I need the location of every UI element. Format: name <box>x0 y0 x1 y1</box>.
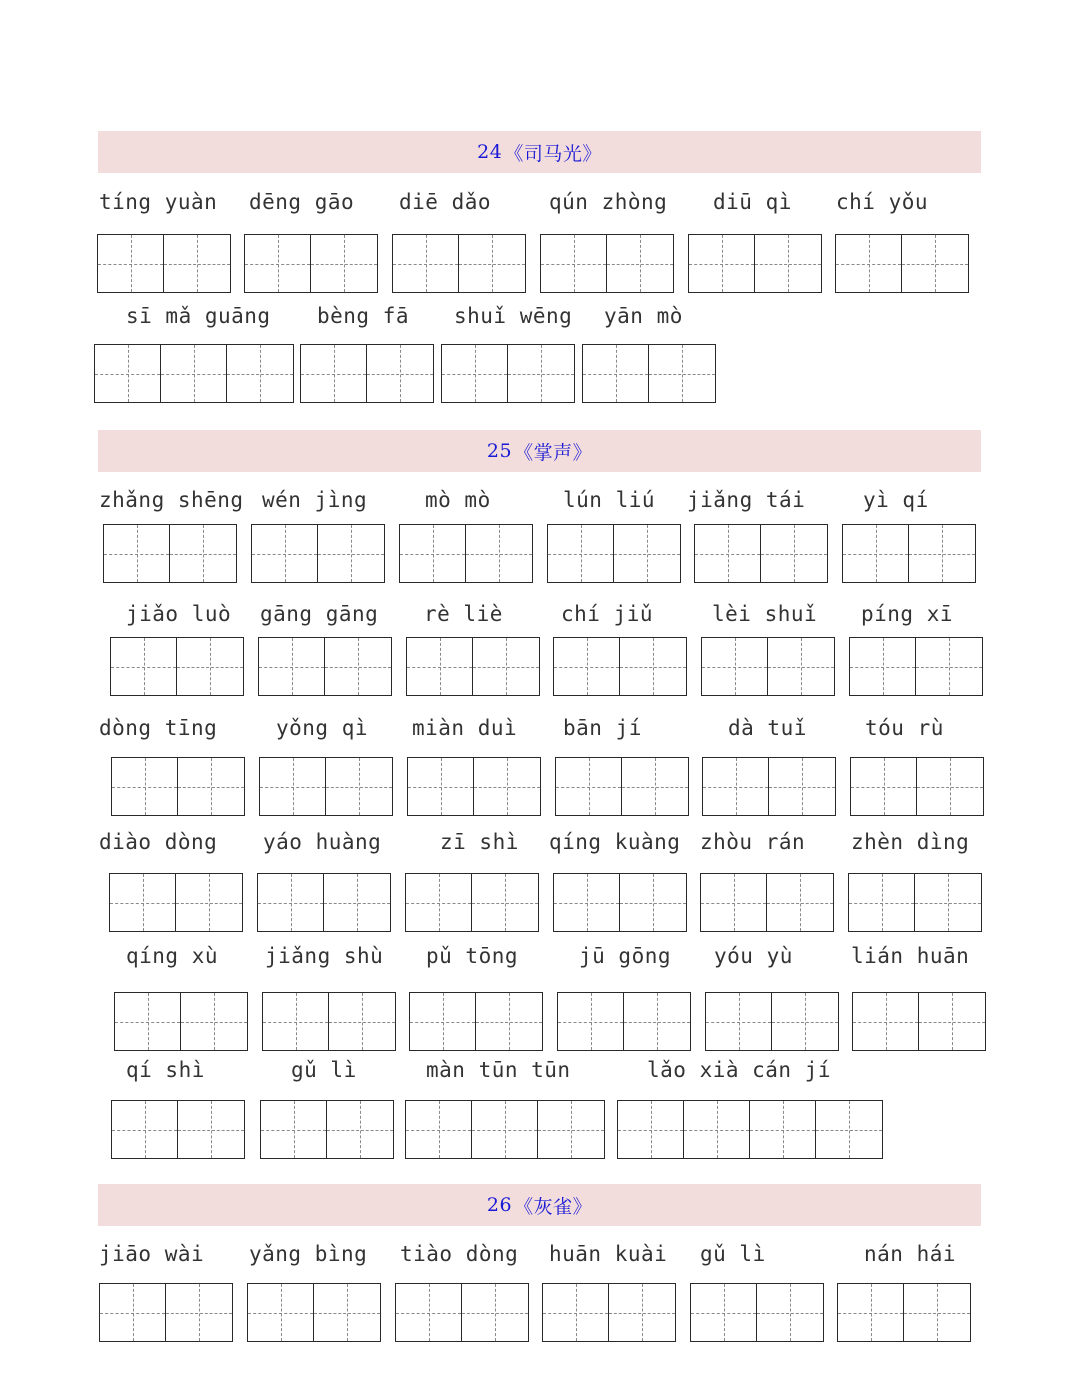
char-cell[interactable] <box>325 638 391 695</box>
char-box-group[interactable] <box>557 992 691 1051</box>
pinyin-label: jiǎng shù <box>265 944 384 968</box>
char-box-group[interactable] <box>582 344 716 403</box>
char-cell[interactable] <box>407 638 473 695</box>
pinyin-label: qún zhòng <box>549 190 668 214</box>
pinyin-label: miàn duì <box>412 716 518 740</box>
char-box-group[interactable] <box>694 524 828 583</box>
char-cell[interactable] <box>410 993 476 1050</box>
char-box-group[interactable] <box>405 873 539 932</box>
pinyin-label: wén jìng <box>262 488 368 512</box>
char-cell[interactable] <box>541 235 607 292</box>
pinyin-label: dòng tīng <box>99 716 218 740</box>
char-cell[interactable] <box>181 993 247 1050</box>
pinyin-label: jiāo wài <box>99 1242 205 1266</box>
char-box-group[interactable] <box>702 757 836 816</box>
pinyin-label: tíng yuàn <box>99 190 218 214</box>
char-cell[interactable] <box>367 345 433 402</box>
char-box-group[interactable] <box>109 873 243 932</box>
char-cell[interactable] <box>538 1101 604 1158</box>
pinyin-label: píng xī <box>861 602 954 626</box>
char-cell[interactable] <box>245 235 311 292</box>
char-cell[interactable] <box>472 874 538 931</box>
char-cell[interactable] <box>768 638 834 695</box>
char-cell[interactable] <box>406 874 472 931</box>
section-number: 24 <box>477 141 503 163</box>
char-box-group[interactable] <box>392 234 526 293</box>
char-cell[interactable] <box>919 993 985 1050</box>
char-cell[interactable] <box>767 874 833 931</box>
pinyin-label: qíng xù <box>126 944 219 968</box>
pinyin-label: dēng gāo <box>249 190 355 214</box>
char-cell[interactable] <box>326 758 392 815</box>
char-box-group[interactable] <box>553 873 687 932</box>
section-title: 《掌声》 <box>514 441 593 464</box>
char-cell[interactable] <box>706 993 772 1050</box>
char-box-group[interactable] <box>837 1283 971 1342</box>
char-box-group[interactable] <box>97 234 231 293</box>
char-box-group[interactable] <box>110 637 244 696</box>
char-cell[interactable] <box>327 1101 393 1158</box>
pinyin-label: lián huān <box>851 944 970 968</box>
pinyin-label: chí jiǔ <box>561 602 654 626</box>
char-cell[interactable] <box>301 345 367 402</box>
pinyin-label: qí shì <box>126 1058 205 1082</box>
char-cell[interactable] <box>400 525 466 582</box>
char-box-group[interactable] <box>409 992 543 1051</box>
char-box-group[interactable] <box>262 992 396 1051</box>
pinyin-label: màn tūn tūn <box>426 1058 571 1082</box>
pinyin-label: dà tuǐ <box>728 716 807 740</box>
char-cell[interactable] <box>909 525 975 582</box>
pinyin-label: lún liú <box>563 488 656 512</box>
pinyin-label: diē dǎo <box>399 190 492 214</box>
pinyin-label: yǎng bìng <box>249 1242 368 1266</box>
char-cell[interactable] <box>166 1284 232 1341</box>
char-cell[interactable] <box>100 1284 166 1341</box>
char-cell[interactable] <box>607 235 673 292</box>
char-cell[interactable] <box>554 874 620 931</box>
char-box-group[interactable] <box>700 873 834 932</box>
char-cell[interactable] <box>176 874 242 931</box>
pinyin-label: mò mò <box>425 488 491 512</box>
char-cell[interactable] <box>115 993 181 1050</box>
pinyin-label: lǎo xià cán jí <box>647 1058 832 1082</box>
pinyin-label: yì qí <box>863 488 929 512</box>
char-cell[interactable] <box>462 1284 528 1341</box>
char-cell[interactable] <box>314 1284 380 1341</box>
pinyin-label: diū qì <box>713 190 792 214</box>
pinyin-label: gǔ lì <box>700 1242 766 1266</box>
char-box-group[interactable] <box>259 757 393 816</box>
char-box-group[interactable] <box>849 637 983 696</box>
char-cell[interactable] <box>318 525 384 582</box>
pinyin-label: huān kuài <box>549 1242 668 1266</box>
char-cell[interactable] <box>620 638 686 695</box>
section-header-26 <box>98 1184 981 1226</box>
char-cell[interactable] <box>853 993 919 1050</box>
char-cell[interactable] <box>695 525 761 582</box>
char-cell[interactable] <box>609 1284 675 1341</box>
char-cell[interactable] <box>543 1284 609 1341</box>
char-box-group[interactable] <box>257 873 391 932</box>
pinyin-label: chí yǒu <box>836 190 929 214</box>
pinyin-label: lèi shuǐ <box>712 602 818 626</box>
char-cell[interactable] <box>508 345 574 402</box>
char-cell[interactable] <box>622 758 688 815</box>
char-cell[interactable] <box>177 638 243 695</box>
char-cell[interactable] <box>624 993 690 1050</box>
char-cell[interactable] <box>111 638 177 695</box>
char-cell[interactable] <box>838 1284 904 1341</box>
section-number: 26 <box>486 1194 513 1216</box>
char-cell[interactable] <box>757 1284 823 1341</box>
char-cell[interactable] <box>112 758 178 815</box>
char-cell[interactable] <box>583 345 649 402</box>
char-cell[interactable] <box>701 874 767 931</box>
char-box-group[interactable] <box>553 637 687 696</box>
char-cell[interactable] <box>161 345 227 402</box>
char-box-group[interactable] <box>251 524 385 583</box>
char-box-group[interactable] <box>111 757 245 816</box>
char-box-group[interactable] <box>258 637 392 696</box>
char-box-group[interactable] <box>542 1283 676 1342</box>
pinyin-label: pǔ tōng <box>426 944 519 968</box>
char-box-group[interactable] <box>399 524 533 583</box>
char-cell[interactable] <box>104 525 170 582</box>
pinyin-label: sī mǎ guāng <box>126 304 271 328</box>
char-box-group[interactable] <box>441 344 575 403</box>
char-box-group[interactable] <box>540 234 674 293</box>
char-cell[interactable] <box>442 345 508 402</box>
char-cell[interactable] <box>761 525 827 582</box>
char-box-group[interactable] <box>701 637 835 696</box>
char-cell[interactable] <box>618 1101 684 1158</box>
char-box-group[interactable] <box>260 1100 394 1159</box>
char-box-group[interactable] <box>103 524 237 583</box>
pinyin-label: yáo huàng <box>263 830 382 854</box>
char-box-group[interactable] <box>705 992 839 1051</box>
char-cell[interactable] <box>843 525 909 582</box>
pinyin-label: jiǎng tái <box>687 488 806 512</box>
char-box-group[interactable] <box>555 757 689 816</box>
char-cell[interactable] <box>227 345 293 402</box>
pinyin-label: yān mò <box>604 304 683 328</box>
pinyin-label: bān jí <box>563 716 642 740</box>
char-cell[interactable] <box>259 638 325 695</box>
char-box-group[interactable] <box>300 344 434 403</box>
char-cell[interactable] <box>258 874 324 931</box>
char-box-group[interactable] <box>688 234 822 293</box>
char-box-group[interactable] <box>850 757 984 816</box>
char-cell[interactable] <box>684 1101 750 1158</box>
char-cell[interactable] <box>816 1101 882 1158</box>
char-cell[interactable] <box>750 1101 816 1158</box>
pinyin-label: yǒng qì <box>276 716 369 740</box>
char-box-group[interactable] <box>405 1100 605 1159</box>
section-title: 《司马光》 <box>504 142 602 165</box>
char-cell[interactable] <box>556 758 622 815</box>
char-cell[interactable] <box>554 638 620 695</box>
char-box-group[interactable] <box>842 524 976 583</box>
pinyin-label: diào dòng <box>99 830 218 854</box>
char-box-group[interactable] <box>835 234 969 293</box>
char-cell[interactable] <box>466 525 532 582</box>
pinyin-label: gāng gāng <box>260 602 379 626</box>
char-cell[interactable] <box>324 874 390 931</box>
char-box-group[interactable] <box>111 1100 245 1159</box>
char-box-group[interactable] <box>848 873 982 932</box>
char-cell[interactable] <box>689 235 755 292</box>
char-box-group[interactable] <box>114 992 248 1051</box>
char-cell[interactable] <box>164 235 230 292</box>
char-cell[interactable] <box>472 1101 538 1158</box>
char-cell[interactable] <box>548 525 614 582</box>
char-box-group[interactable] <box>99 1283 233 1342</box>
char-cell[interactable] <box>703 758 769 815</box>
char-cell[interactable] <box>620 874 686 931</box>
char-cell[interactable] <box>904 1284 970 1341</box>
char-cell[interactable] <box>476 993 542 1050</box>
char-cell[interactable] <box>702 638 768 695</box>
pinyin-label: nán hái <box>864 1242 957 1266</box>
char-box-group[interactable] <box>406 637 540 696</box>
pinyin-label: zī shì <box>440 830 519 854</box>
char-cell[interactable] <box>329 993 395 1050</box>
char-cell[interactable] <box>473 638 539 695</box>
char-box-group[interactable] <box>94 344 294 403</box>
char-cell[interactable] <box>260 758 326 815</box>
char-box-group[interactable] <box>547 524 681 583</box>
pinyin-label: zhèn dìng <box>851 830 970 854</box>
pinyin-label: rè liè <box>424 602 503 626</box>
char-cell[interactable] <box>558 993 624 1050</box>
pinyin-label: jiǎo luò <box>126 602 232 626</box>
char-box-group[interactable] <box>395 1283 529 1342</box>
char-cell[interactable] <box>408 758 474 815</box>
char-cell[interactable] <box>98 235 164 292</box>
char-cell[interactable] <box>649 345 715 402</box>
char-cell[interactable] <box>474 758 540 815</box>
char-cell[interactable] <box>396 1284 462 1341</box>
section-title: 《灰雀》 <box>514 1195 593 1218</box>
section-number: 25 <box>486 440 513 462</box>
char-cell[interactable] <box>849 874 915 931</box>
char-box-group[interactable] <box>617 1100 883 1159</box>
char-cell[interactable] <box>95 345 161 402</box>
char-cell[interactable] <box>170 525 236 582</box>
pinyin-label: shuǐ wēng <box>454 304 573 328</box>
char-cell[interactable] <box>459 235 525 292</box>
char-box-group[interactable] <box>852 992 986 1051</box>
char-cell[interactable] <box>769 758 835 815</box>
pinyin-label: yóu yù <box>714 944 793 968</box>
pinyin-label: gǔ lì <box>291 1058 357 1082</box>
pinyin-label: jū gōng <box>579 944 672 968</box>
pinyin-label: tóu rù <box>865 716 944 740</box>
char-cell[interactable] <box>112 1101 178 1158</box>
char-cell[interactable] <box>178 758 244 815</box>
char-cell[interactable] <box>916 638 982 695</box>
char-cell[interactable] <box>261 1101 327 1158</box>
pinyin-label: bèng fā <box>317 304 410 328</box>
char-cell[interactable] <box>110 874 176 931</box>
char-cell[interactable] <box>311 235 377 292</box>
char-cell[interactable] <box>836 235 902 292</box>
char-box-group[interactable] <box>244 234 378 293</box>
char-cell[interactable] <box>850 638 916 695</box>
section-header-24 <box>98 131 981 173</box>
pinyin-label: qíng kuàng <box>549 830 681 854</box>
char-cell[interactable] <box>902 235 968 292</box>
char-box-group[interactable] <box>690 1283 824 1342</box>
section-header-25 <box>98 430 981 472</box>
char-box-group[interactable] <box>247 1283 381 1342</box>
char-cell[interactable] <box>178 1101 244 1158</box>
char-cell[interactable] <box>614 525 680 582</box>
char-cell[interactable] <box>851 758 917 815</box>
char-box-group[interactable] <box>407 757 541 816</box>
pinyin-label: zhǎng shēng <box>99 488 244 512</box>
pinyin-label: tiào dòng <box>400 1242 519 1266</box>
char-cell[interactable] <box>252 525 318 582</box>
char-cell[interactable] <box>917 758 983 815</box>
char-cell[interactable] <box>915 874 981 931</box>
char-cell[interactable] <box>406 1101 472 1158</box>
char-cell[interactable] <box>393 235 459 292</box>
char-cell[interactable] <box>755 235 821 292</box>
pinyin-label: zhòu rán <box>700 830 806 854</box>
char-cell[interactable] <box>248 1284 314 1341</box>
char-cell[interactable] <box>691 1284 757 1341</box>
char-cell[interactable] <box>772 993 838 1050</box>
char-cell[interactable] <box>263 993 329 1050</box>
